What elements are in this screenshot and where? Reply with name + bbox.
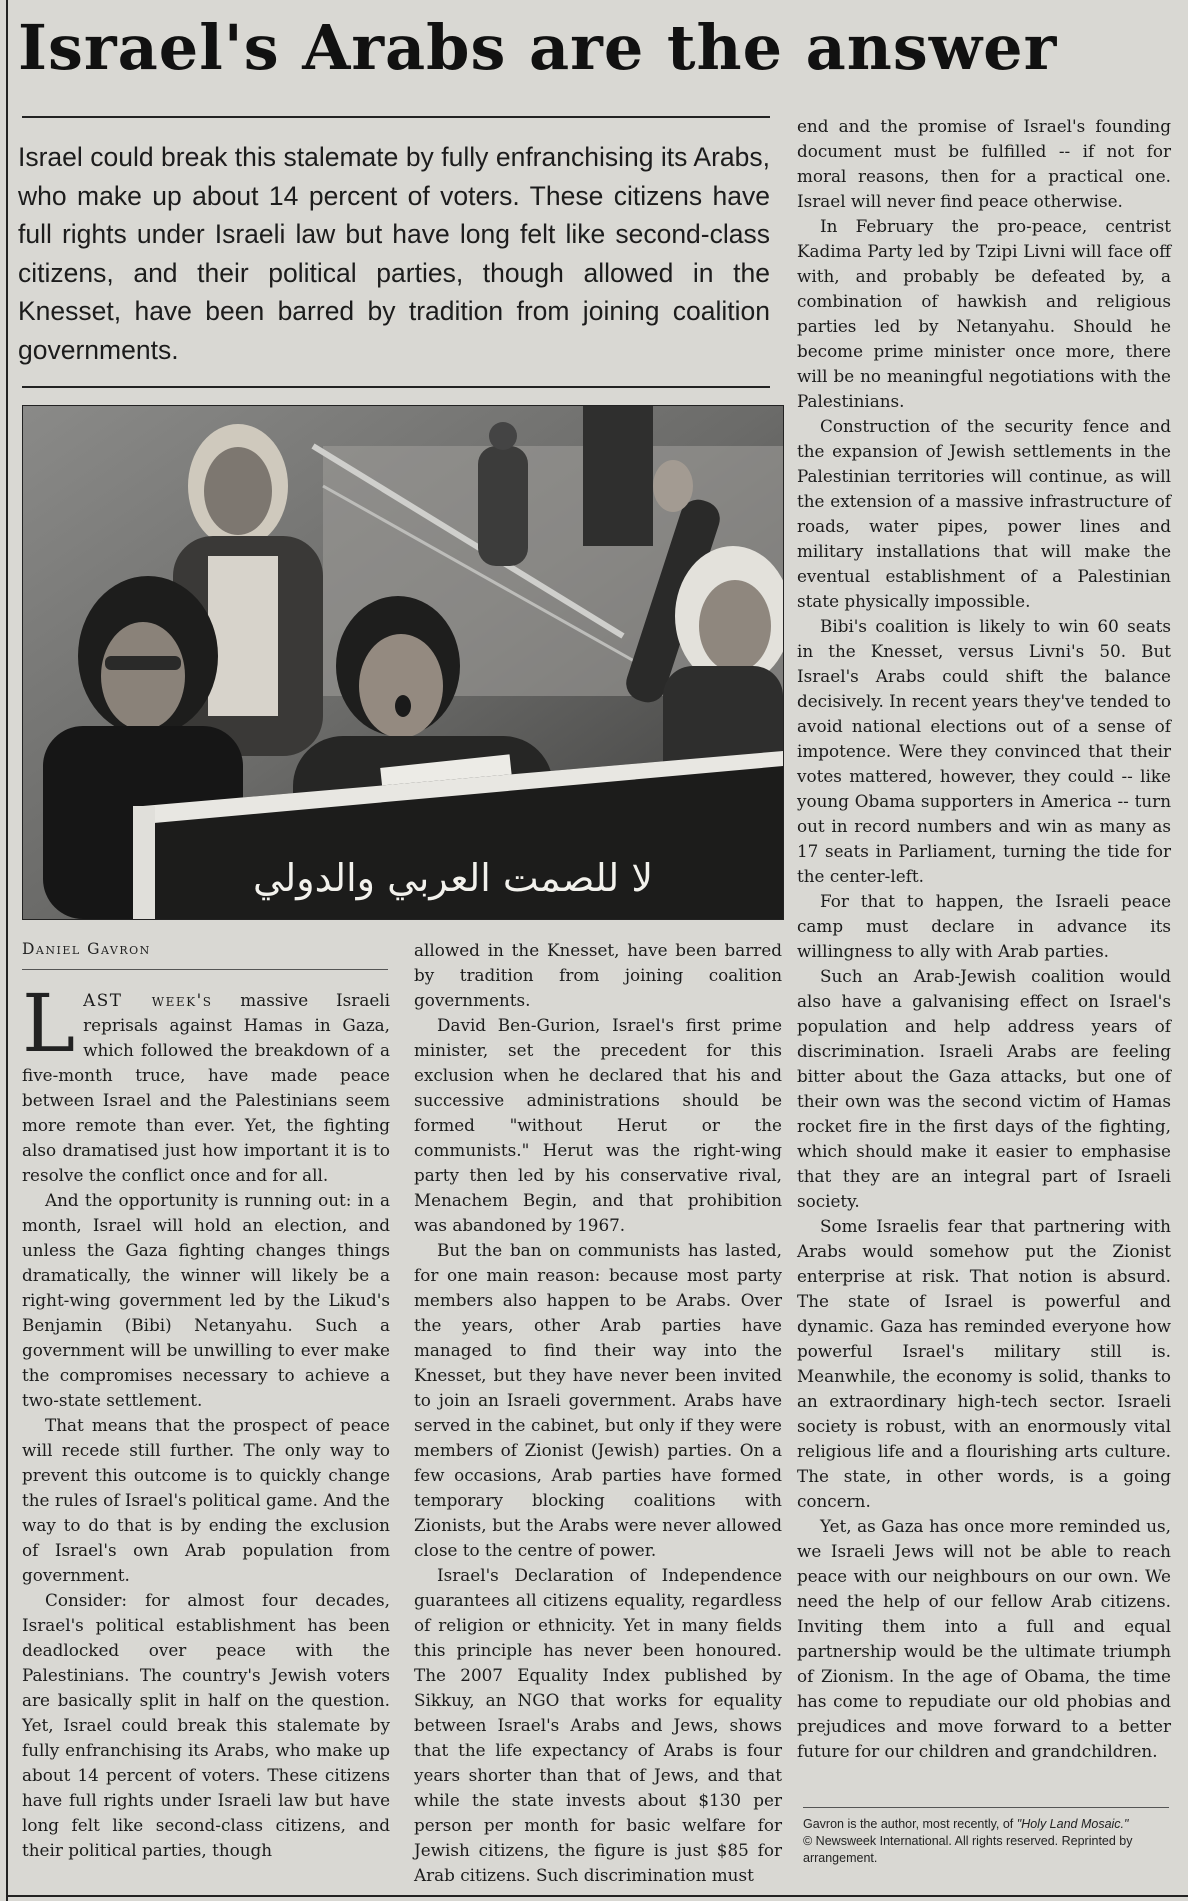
article-column-3: [797, 114, 1171, 1764]
byline: Daniel Gavron: [22, 940, 151, 958]
footnote-prefix: Gavron is the author, most recently, of: [803, 1817, 1017, 1831]
paragraph: Construction of the security fence and the expansion of Jewish settlements in the Palestinian territories will continue, as will the extension of a massive infrastructure of roads, water pipes, power lines and military installations that will make the eventual establishment of a Palestinian state physically impossible.: [797, 416, 1171, 611]
paragraph: Bibi's coalition is likely to win 60 seats in the Knesset, versus Livni's 50. But Israel's Arabs could shift the balance decisively. In recent years they've tended to avoid national elections out of a sense of impotence. Were they convinced that their votes mattered, however, they could -- like young Obama supporters in America -- turn out in record numbers and win as many as 17 seats in Parliament, turning the tide for the center-left.: [797, 616, 1171, 886]
divider-footnote: [803, 1807, 1169, 1808]
paragraph: end and the promise of Israel's founding document must be fulfilled -- if not for moral reasons, then for a practical one. Israel will never find peace otherwise.: [797, 116, 1171, 211]
protest-photo: [22, 405, 784, 920]
paragraph: Yet, as Gaza has once more reminded us, we Israeli Jews will not be able to reach peace with our neighbours on our own. We need the help of our fellow Arab citizens. Inviting them into a full and equal partnership would be the ultimate triumph of Zionism. In the age of Obama, the time has come to repudiate our old phobias and prejudices and move forward to a better future for our children and grandchildren.: [797, 1516, 1171, 1761]
article-column-2: [414, 938, 782, 1888]
divider-byline: [22, 969, 388, 970]
paragraph: David Ben-Gurion, Israel's first prime minister, set the precedent for this exclusion when he declared that his and successive administrations should be formed "without Herut or the communists." Herut was the right-wing party then led by his conservative rival, Menachem Begin, and that prohibition was abandoned by 1967.: [414, 1015, 782, 1235]
divider-under-deck: [22, 386, 770, 388]
lead-in-caps: AST week's: [83, 990, 213, 1010]
paragraph: Such an Arab-Jewish coalition would also have a galvanising effect on Israel's population and help address years of discrimination. Israeli Arabs are feeling bitter about the Gaza attacks, but one of their own was the second victim of Hamas rocket fire in the first days of the fighting, which should make it easier to emphasise that they are an integral part of Israeli society.: [797, 966, 1171, 1211]
deck-pullquote: Israel could break this stalemate by fully enfranchising its Arabs, who make up about 14 percent of voters. These citizens have full rights under Israeli law but have long felt like second-class citizens, and their political parties, though allowed in the Knesset, have been barred by tradition from joining coalition governments.: [18, 142, 770, 365]
copyright-notice: © Newsweek International. All rights reserved. Reprinted by arrangement.: [803, 1834, 1133, 1865]
book-title: "Holy Land Mosaic.": [1016, 1817, 1129, 1831]
paragraph: LAST week's massive Israeli reprisals against Hamas in Gaza, which followed the breakdown of a five-month truce, have made peace between Israel and the Palestinians seem more remote than ever. Yet, the fighting also dramatised just how important it is to resolve the conflict once and for all.: [22, 977, 390, 1185]
paragraph: That means that the prospect of peace will recede still further. The only way to prevent this outcome is to quickly change the rules of Israel's political game. And the way to do that is by ending the exclusion of Israel's own Arab population from government.: [22, 1415, 390, 1585]
paragraph: And the opportunity is running out: in a month, Israel will hold an election, and unless the Gaza fighting changes things dramatically, the winner will likely be a right-wing government led by the Likud's Benjamin (Bibi) Netanyahu. Such a government will be unwilling to ever make the compromises necessary to achieve a two-state settlement.: [22, 1190, 390, 1410]
divider-top: [22, 116, 770, 118]
drop-cap: L: [22, 977, 76, 1070]
paragraph: In February the pro-peace, centrist Kadima Party led by Tzipi Livni will face off with, and probably be defeated by, a combination of hawkish and religious parties led by Netanyahu. Should he become prime minister once more, there will be no meaningful negotiations with the Palestinians.: [797, 216, 1171, 411]
page-border-left: [6, 0, 8, 1901]
paragraph: For that to happen, the Israeli peace camp must declare in advance its willingness to ally with Arab parties.: [797, 891, 1171, 961]
page-border-bottom: [6, 1895, 1188, 1897]
article-column-1: [22, 977, 390, 1863]
paragraph: Israel's Declaration of Independence guarantees all citizens equality, regardless of religion or ethnicity. Yet in many fields this principle has never been honoured. The 2007 Equality Index published by Sikkuy, an NGO that works for equality between Israel's Arabs and Jews, shows that the life expectancy of Arabs is four years shorter than that of Jews, and that while the state invests about $130 per person per month for basic welfare for Jewish citizens, the figure is just $85 for Arab citizens. Such discrimination must: [414, 1565, 782, 1885]
paragraph: Some Israelis fear that partnering with Arabs would somehow put the Zionist enterprise at risk. That notion is absurd. The state of Israel is powerful and dynamic. Gaza has reminded everyone how powerful Israel's military still is. Meanwhile, the economy is solid, thanks to an extraordinary high-tech sector. Israeli society is robust, with an enormously vital religious life and a flourishing arts culture. The state, in other words, is a going concern.: [797, 1216, 1171, 1511]
paragraph: Consider: for almost four decades, Israel's political establishment has been deadlocked over peace with the Palestinians. The country's Jewish voters are basically split in half on the question. Yet, Israel could break this stalemate by fully enfranchising its Arabs, who make up about 14 percent of voters. These citizens have full rights under Israeli law but have long felt like second-class citizens, and their political parties, though: [22, 1590, 390, 1860]
paragraph: allowed in the Knesset, have been barred by tradition from joining coalition governments.: [414, 940, 782, 1010]
banner-arabic-text: لا للصمت العربي والدولي: [252, 856, 654, 900]
headline: Israel's Arabs are the answer: [18, 11, 1058, 84]
author-footnote: [803, 1816, 1175, 1867]
paragraph: But the ban on communists has lasted, for one main reason: because most party members also happen to be Arabs. Over the years, other Arab parties have managed to find their way into the Knesset, but they have never been invited to join an Israeli government. Arabs have served in the cabinet, but only if they were members of Zionist (Jewish) parties. On a few occasions, Arab parties have formed temporary blocking coalitions with Zionists, but the Arabs were never allowed close to the centre of power.: [414, 1240, 782, 1560]
